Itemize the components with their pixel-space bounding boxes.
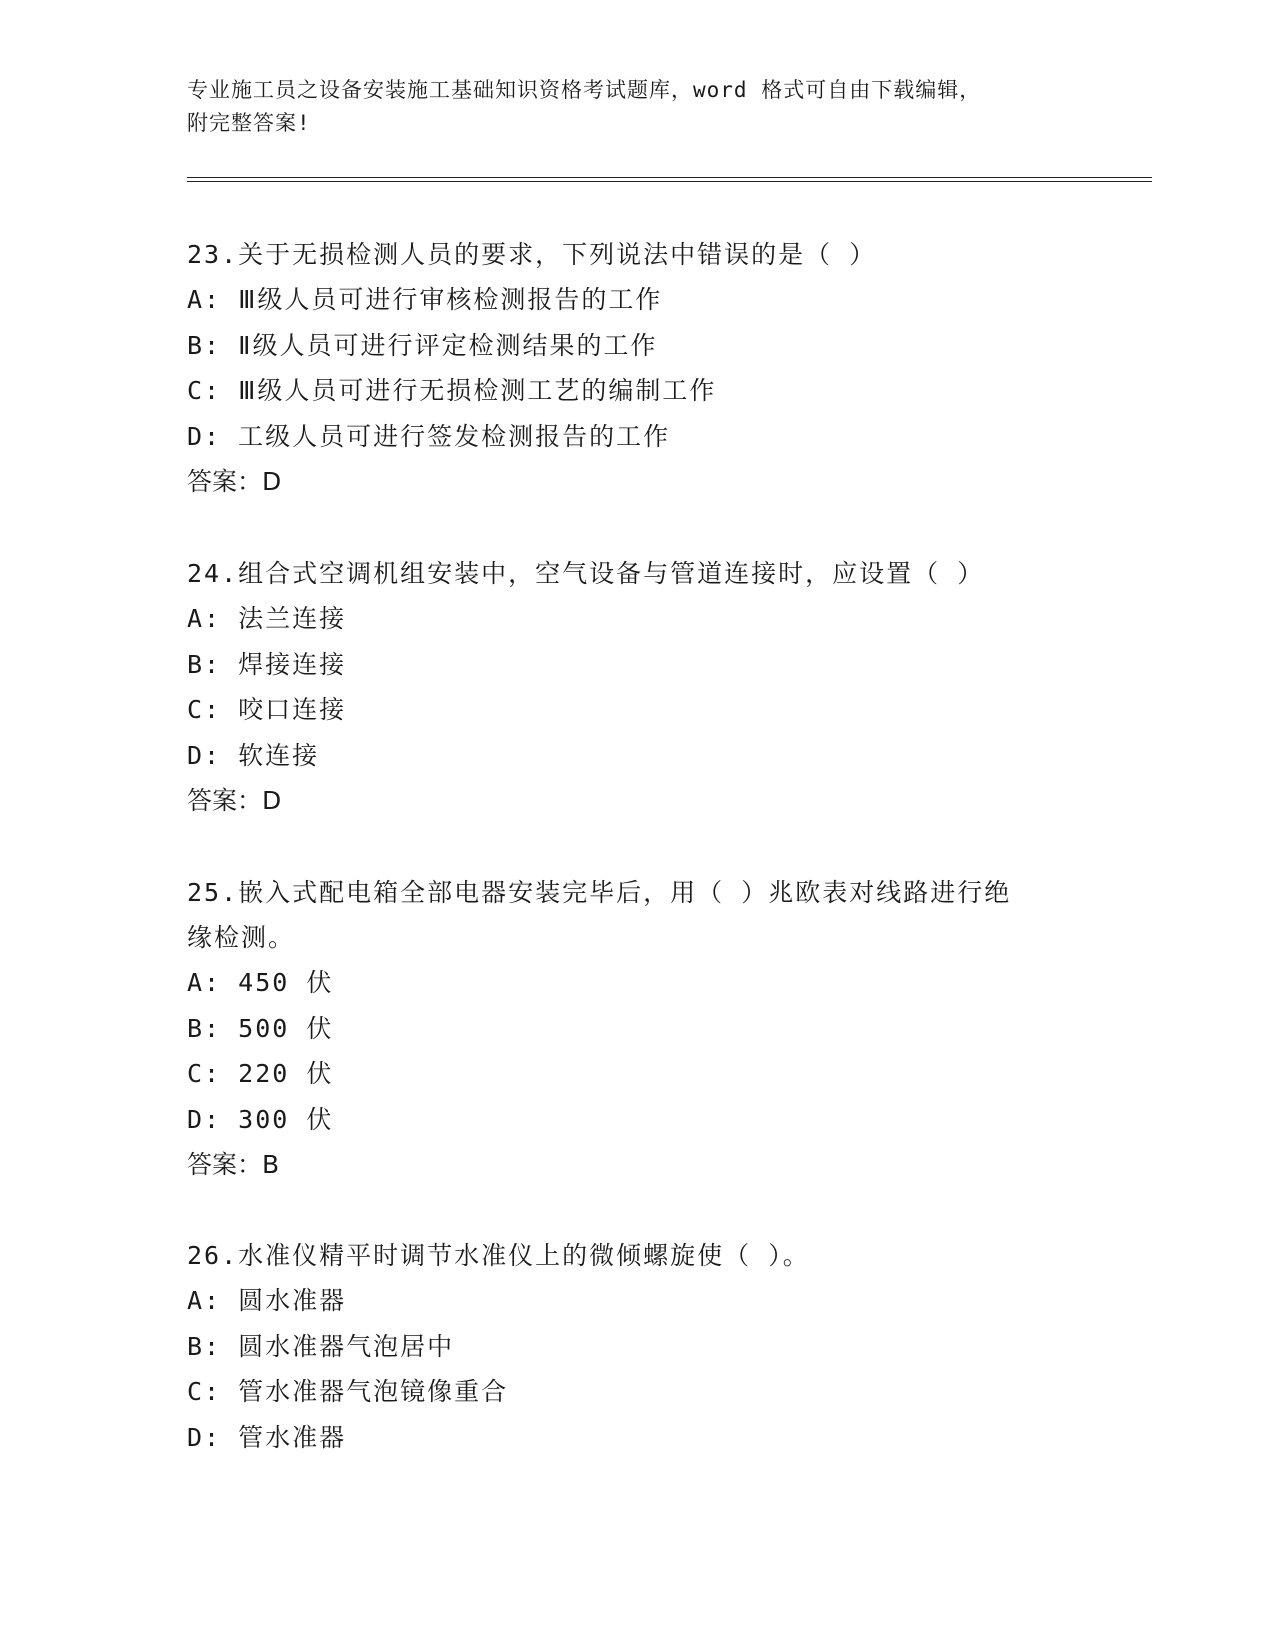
question-title-continued: 缘检测。 bbox=[187, 923, 296, 952]
question-title: 24.组合式空调机组安装中，空气设备与管道连接时，应设置（ ） bbox=[187, 559, 985, 588]
answer-line: 答案：B bbox=[187, 1150, 280, 1179]
option-d: D: 300 伏 bbox=[187, 1104, 334, 1134]
question-26 bbox=[187, 1233, 1087, 1460]
question-23 bbox=[187, 232, 1087, 505]
option-c: C: Ⅲ级人员可进行无损检测工艺的编制工作 bbox=[187, 376, 717, 405]
question-title: 26.水准仪精平时调节水准仪上的微倾螺旋使（ ）。 bbox=[187, 1241, 810, 1270]
option-d: D: 工级人员可进行签发检测报告的工作 bbox=[187, 421, 671, 451]
header-divider-top bbox=[187, 177, 1152, 178]
option-c: C: 咬口连接 bbox=[187, 695, 347, 724]
option-b: B: 焊接连接 bbox=[187, 649, 347, 679]
option-b: B: Ⅱ级人员可进行评定检测结果的工作 bbox=[187, 330, 658, 360]
option-b: B: 圆水准器气泡居中 bbox=[187, 1331, 455, 1361]
header-line-1: 专业施工员之设备安装施工基础知识资格考试题库，word 格式可自由下载编辑， bbox=[187, 78, 982, 102]
option-a: A: 法兰连接 bbox=[187, 604, 347, 633]
option-a: A: Ⅲ级人员可进行审核检测报告的工作 bbox=[187, 285, 663, 314]
option-d: D: 软连接 bbox=[187, 740, 320, 770]
answer-line: 答案：D bbox=[187, 786, 282, 815]
option-c: C: 管水准器气泡镜像重合 bbox=[187, 1377, 509, 1406]
question-title: 25.嵌入式配电箱全部电器安装完毕后，用（ ）兆欧表对线路进行绝 bbox=[187, 878, 1012, 907]
option-b: B: 500 伏 bbox=[187, 1013, 334, 1043]
question-24 bbox=[187, 551, 1087, 824]
question-25 bbox=[187, 870, 1087, 1188]
option-a: A: 圆水准器 bbox=[187, 1286, 347, 1315]
question-title: 23.关于无损检测人员的要求，下列说法中错误的是（ ） bbox=[187, 240, 877, 269]
header-line-2: 附完整答案! bbox=[187, 111, 311, 135]
document-header bbox=[187, 74, 1067, 140]
answer-line: 答案：D bbox=[187, 467, 282, 496]
header-divider-bottom bbox=[187, 181, 1152, 182]
option-a: A: 450 伏 bbox=[187, 968, 334, 997]
option-c: C: 220 伏 bbox=[187, 1059, 334, 1088]
option-d: D: 管水准器 bbox=[187, 1422, 347, 1452]
